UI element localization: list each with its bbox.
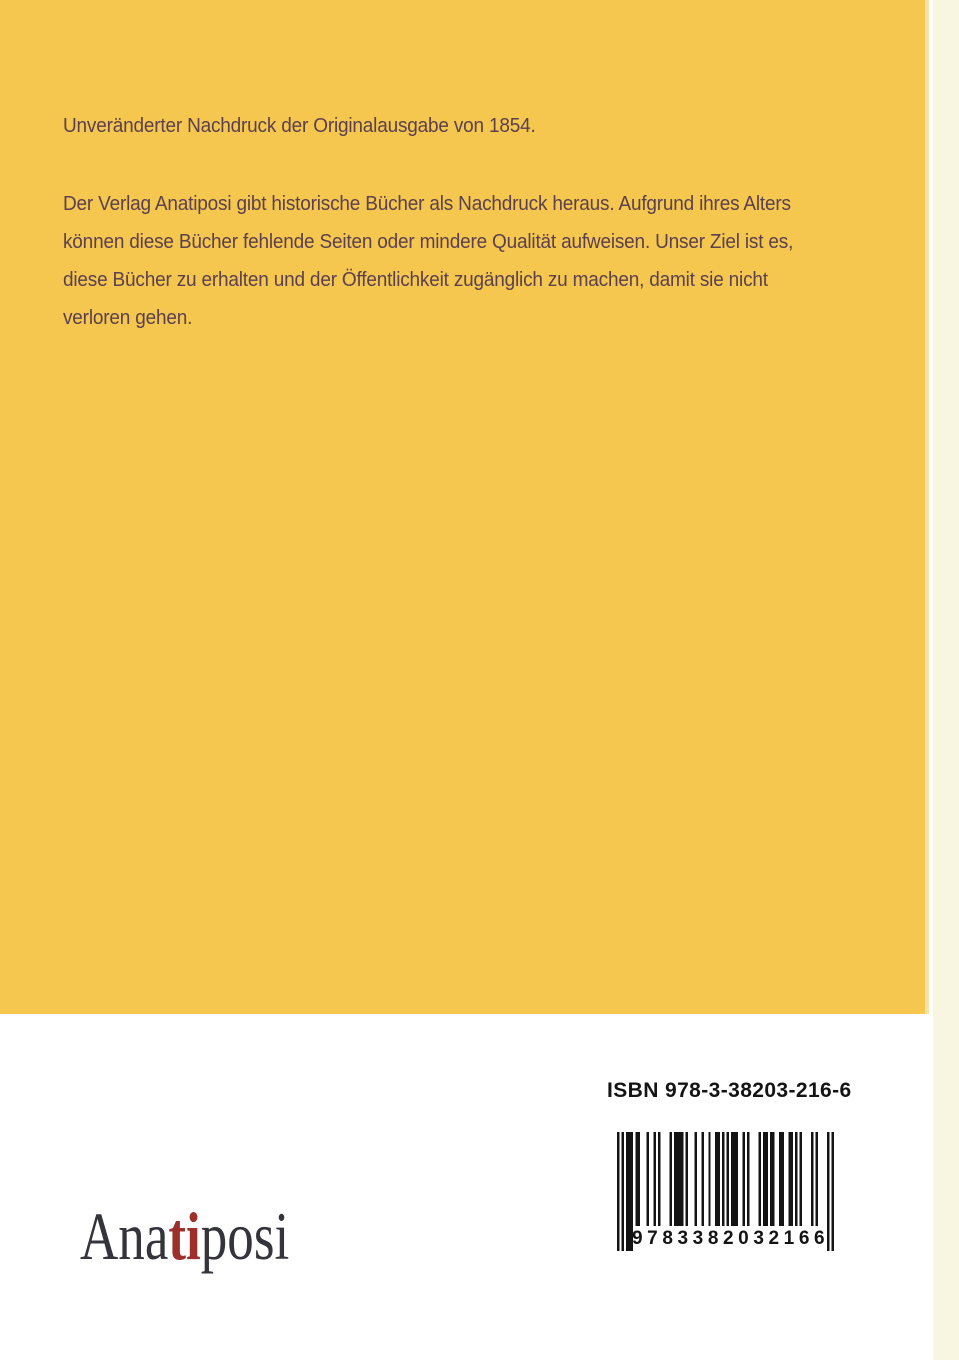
publisher-logo [80,1198,290,1274]
barcode [617,1132,834,1251]
publisher-description [63,185,793,337]
logo-text-accent: ti [168,1198,201,1274]
publisher-description-line: können diese Bücher fehlende Seiten oder mindere Qualität aufweisen. Unser Ziel ist es, [63,231,794,253]
isbn-label: ISBN 978-3-38203-216-6 [607,1079,852,1102]
barcode-number: 9783382032166 [632,1228,830,1249]
logo-text-prefix: Ana [80,1198,169,1274]
reprint-note: Unveränderter Nachdruck der Originalausgabe von 1854. [63,115,536,137]
publisher-description-line: Der Verlag Anatiposi gibt historische Bücher als Nachdruck heraus. Aufgrund ihres Alters [63,193,791,215]
logo-text-suffix: posi [200,1198,290,1274]
publisher-description-line: verloren gehen. [63,307,193,329]
publisher-description-line: diese Bücher zu erhalten und der Öffentlichkeit zugänglich zu machen, damit sie nicht [63,269,768,291]
page-edge-strip [933,0,959,1360]
